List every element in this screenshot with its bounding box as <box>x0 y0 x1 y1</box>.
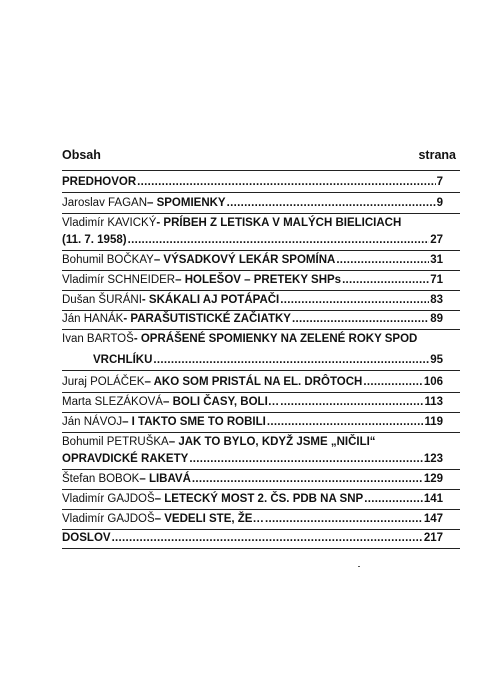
toc-entry-author: Vladimír SCHNEIDER <box>62 274 176 286</box>
toc-entry-page: 217 <box>423 532 443 544</box>
toc-entry-title: – BOLI ČASY, BOLI… <box>162 396 280 408</box>
toc-entry <box>62 472 443 487</box>
toc-entry-title: - OPRÁŠENÉ SPOMIENKY NA ZELENÉ ROKY SPOD <box>133 333 418 345</box>
toc-entry-author: Bohumil PETRUŠKA <box>62 436 169 448</box>
toc-entry-title: – LIBAVÁ <box>139 473 191 485</box>
toc-entry <box>62 312 443 327</box>
toc-entry <box>62 216 443 248</box>
toc-leader <box>364 492 423 507</box>
toc-entry-title: – AKO SOM PRISTÁL NA EL. DRÔTOCH <box>144 376 363 388</box>
entry-rule <box>62 548 460 549</box>
entry-rule <box>62 529 460 530</box>
toc-entry-page: 113 <box>424 396 443 408</box>
toc-leader <box>336 253 429 268</box>
toc-entry-author: Vladimír GAJDOŠ <box>62 513 155 525</box>
toc-leader <box>280 293 429 308</box>
entry-rule <box>62 310 460 311</box>
toc-entry <box>62 196 443 211</box>
toc-entry-author: Štefan BOBOK <box>62 473 140 485</box>
toc-entry-title: PREDHOVOR <box>62 176 137 188</box>
toc-leader <box>292 312 429 327</box>
toc-entry <box>62 273 443 288</box>
entry-rule <box>62 270 460 271</box>
toc-entry-title-continued: (11. 7. 1958) <box>62 234 127 246</box>
toc-entry <box>62 375 443 390</box>
toc-leader <box>227 196 436 211</box>
toc-entry <box>62 253 443 268</box>
toc-entry-page: 7 <box>436 176 443 188</box>
entry-rule <box>62 489 460 490</box>
entry-rule <box>62 509 460 510</box>
toc-entry-page: 9 <box>436 197 443 209</box>
toc-entry <box>62 435 443 467</box>
toc-entry-page: 83 <box>430 294 443 306</box>
toc-leader <box>342 273 429 288</box>
toc-entry-title: – VÝSADKOVÝ LEKÁR SPOMÍNA <box>153 254 336 266</box>
entry-rule <box>62 370 460 371</box>
toc-entry-page: 123 <box>423 453 443 465</box>
toc-entry-title: - PARAŠUTISTICKÉ ZAČIATKY <box>123 313 291 325</box>
toc-leader <box>280 395 423 410</box>
entry-rule <box>62 250 460 251</box>
toc-leader <box>267 415 424 430</box>
toc-entry-page: 89 <box>430 313 443 325</box>
toc-heading-row <box>62 148 456 164</box>
toc-entry-author: Juraj POLÁČEK <box>62 376 145 388</box>
toc-entry <box>62 175 443 190</box>
toc-entry-page: 95 <box>430 354 443 366</box>
toc-leader <box>112 531 423 546</box>
toc-entry-page: 71 <box>430 274 443 286</box>
toc-entry-page: 147 <box>423 513 443 525</box>
toc-entry-title: - PRÍBEH Z LETISKA V MALÝCH BIELICIACH <box>156 217 402 229</box>
toc-entry-title: – SPOMIENKY <box>147 197 226 209</box>
toc-leader <box>137 175 435 190</box>
entry-rule <box>62 329 460 330</box>
entry-rule <box>62 213 460 214</box>
toc-entry-author: Ján NÁVOJ <box>62 416 123 428</box>
toc-entry-title-continued: VRCHLÍKU <box>93 354 153 366</box>
toc-leader <box>128 233 430 248</box>
toc-entry <box>62 415 443 430</box>
toc-entry-title: – I TAKTO SME TO ROBILI <box>122 416 266 428</box>
page-column-label: strana <box>418 148 456 162</box>
toc-entry <box>62 492 443 507</box>
toc-entry-author: Vladimír KAVICKÝ <box>62 217 157 229</box>
toc-entry-title: – JAK TO BYLO, KDYŽ JSME „NIČILI“ <box>168 436 376 448</box>
toc-entry-page: 27 <box>430 234 443 246</box>
toc-entry-author: Jaroslav FAGAN <box>62 197 147 209</box>
heading-rule <box>62 170 460 171</box>
toc-entry <box>62 531 443 546</box>
toc-entry-page: 119 <box>424 416 443 428</box>
toc-entry-author: Marta SLEZÁKOVÁ <box>62 396 163 408</box>
toc-entry-author: Ivan BARTOŠ <box>62 333 134 345</box>
entry-rule <box>62 469 460 470</box>
toc-leader <box>265 512 423 527</box>
toc-entry-author: Vladimír GAJDOŠ <box>62 493 155 505</box>
toc-leader <box>189 452 423 467</box>
toc-leader <box>192 472 423 487</box>
toc-entry <box>62 332 443 368</box>
toc-leader <box>363 375 422 390</box>
toc-entry-page: 31 <box>430 254 443 266</box>
scan-speck <box>358 566 360 567</box>
toc-entry-page: 106 <box>423 376 443 388</box>
toc-entry-author: Ján HANÁK <box>62 313 124 325</box>
entry-rule <box>62 192 460 193</box>
toc-entry-title-continued: OPRAVDICKÉ RAKETY <box>62 453 189 465</box>
toc-entry-author: Dušan ŠURÁNI <box>62 294 142 306</box>
toc-entry-title: – VEDELI STE, ŽE… <box>154 513 264 525</box>
toc-entry-title: – LETECKÝ MOST 2. ČS. PDB NA SNP <box>154 493 364 505</box>
toc-entry <box>62 395 443 410</box>
toc-entry <box>62 293 443 308</box>
toc-entry-page: 141 <box>423 493 443 505</box>
entry-rule <box>62 392 460 393</box>
entry-rule <box>62 432 460 433</box>
toc-entry <box>62 512 443 527</box>
toc-entry-title: – HOLEŠOV – PRETEKY SHPs <box>175 274 342 286</box>
entry-rule <box>62 412 460 413</box>
entry-rule <box>62 290 460 291</box>
toc-entry-author: Bohumil BOČKAY <box>62 254 154 266</box>
toc-entry-title: DOSLOV <box>62 532 111 544</box>
toc-heading: Obsah <box>62 148 101 162</box>
toc-entry-page: 129 <box>423 473 443 485</box>
toc-leader <box>153 353 429 368</box>
toc-entry-title: - SKÁKALI AJ POTÁPAČI <box>141 294 280 306</box>
